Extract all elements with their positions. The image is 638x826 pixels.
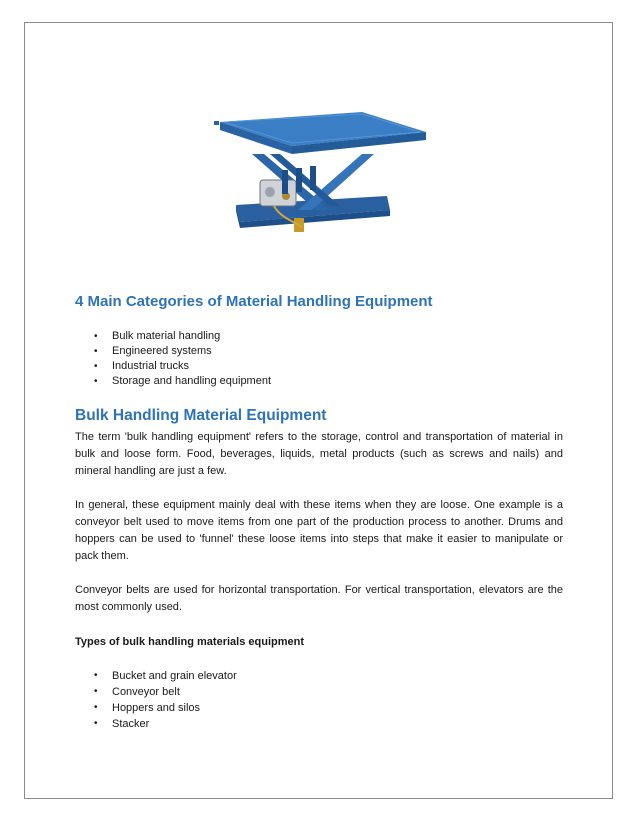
- paragraph: In general, these equipment mainly deal with these items when they are loose. One example is a conveyor belt used to move items from one part of the production process to another. Drums and hoppers can be used to 'funnel' these loose items into steps that make it easier to manipulate or pack them.: [75, 499, 563, 562]
- bullet-icon: •: [94, 686, 98, 697]
- types-list: [75, 668, 563, 732]
- bullet-icon: •: [94, 718, 98, 729]
- main-heading: 4 Main Categories of Material Handling Equipment: [75, 293, 433, 310]
- bullet-icon: •: [94, 331, 98, 342]
- scissor-lift-table-image: [212, 110, 434, 245]
- bullet-icon: •: [94, 376, 98, 387]
- list-item: • Engineered systems: [94, 345, 212, 357]
- list-item: • Bucket and grain elevator: [94, 670, 237, 682]
- bullet-icon: •: [94, 361, 98, 372]
- types-subheading: Types of bulk handling materials equipment: [75, 636, 304, 648]
- bullet-icon: •: [94, 702, 98, 713]
- list-item: • Conveyor belt: [94, 686, 180, 698]
- list-item: • Bulk material handling: [94, 330, 221, 342]
- paragraph: The term 'bulk handling equipment' refers to the storage, control and transportation of material in bulk and loose form. Food, beverages, liquids, metal products (such as screws and nails) and mineral handling are just a few.: [75, 431, 563, 477]
- categories-list: [75, 329, 563, 389]
- bullet-icon: •: [94, 670, 98, 681]
- document-body: [75, 292, 563, 732]
- list-item: • Industrial trucks: [94, 360, 190, 372]
- list-item: • Stacker: [94, 718, 150, 730]
- bullet-icon: •: [94, 346, 98, 357]
- paragraph: Conveyor belts are used for horizontal transportation. For vertical transportation, elevators are the most commonly used.: [75, 584, 563, 613]
- list-item: • Storage and handling equipment: [94, 375, 272, 387]
- list-item: • Hoppers and silos: [94, 702, 201, 714]
- section-heading: Bulk Handling Material Equipment: [75, 407, 327, 424]
